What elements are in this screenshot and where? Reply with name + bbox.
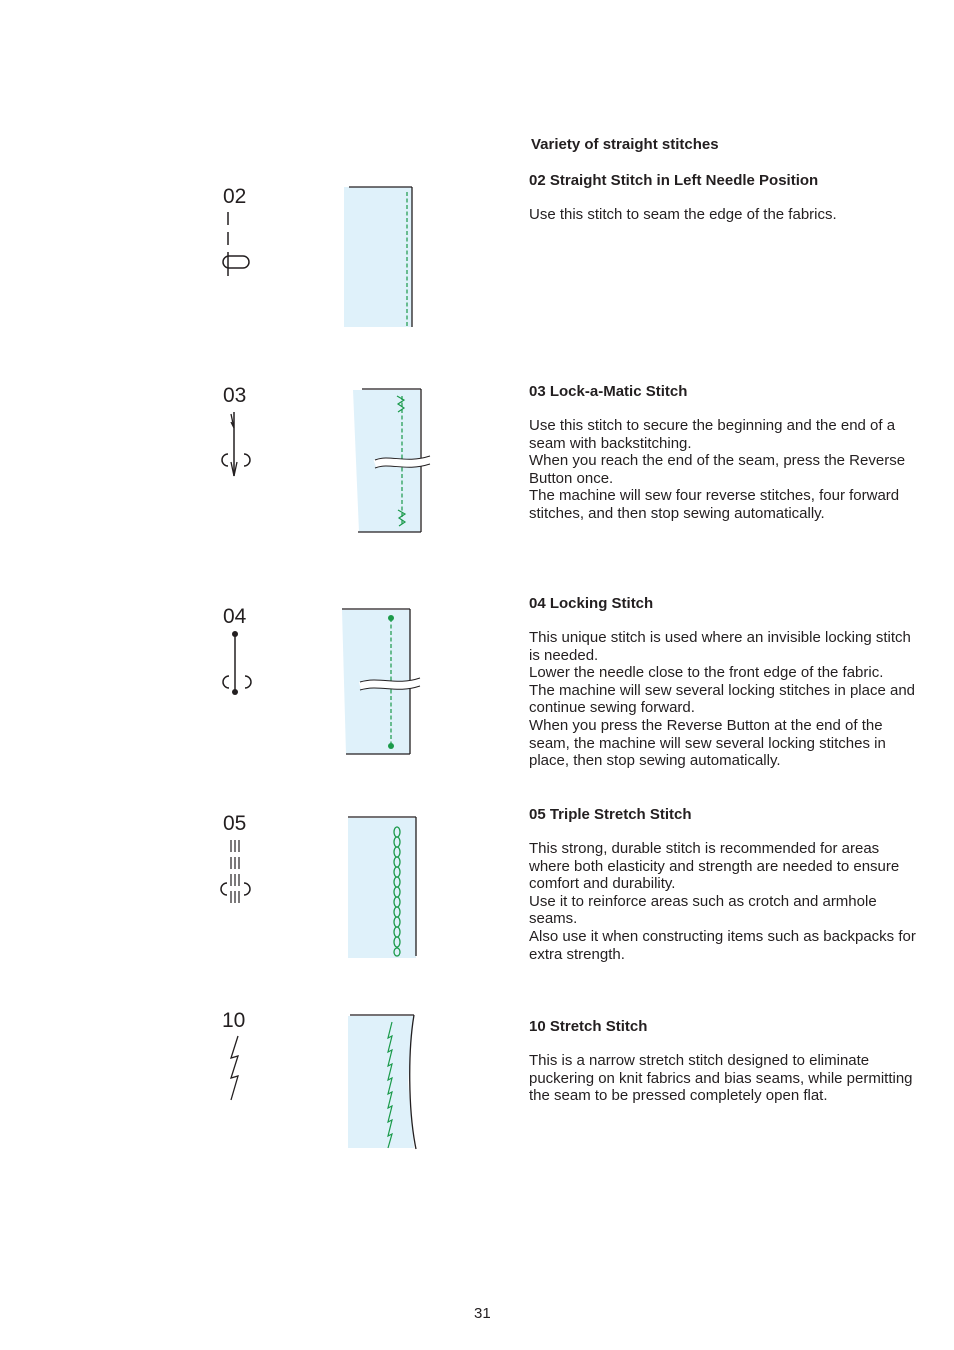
stitch-description: This unique stitch is used where an invisible locking stitch is needed. Lower the needle close to the front edge of the fabric. The machine will sew several locking stitches in place and continue sewing forward. When you press the Reverse Button at the end of the seam, the machine will sew several locking stitches in place, then stop sewing automatically. [529, 629, 916, 770]
lock-a-matic-icon [218, 410, 254, 480]
stitch-number-10: 10 [222, 1009, 246, 1032]
stitch-block-02 [529, 172, 924, 224]
stitch-title: 03 Lock-a-Matic Stitch [529, 383, 688, 400]
stitch-block-05 [529, 806, 924, 963]
stretch-stitch-illustration [344, 1010, 422, 1152]
stitch-number-05: 05 [223, 812, 247, 835]
triple-stretch-icon [218, 838, 254, 908]
stitch-block-03 [529, 383, 924, 523]
triple-stretch-illustration [344, 814, 422, 962]
section-title: Variety of straight stitches [531, 136, 719, 153]
stitch-description: This is a narrow stretch stitch designed to eliminate puckering on knit fabrics and bias seams, while permitting the seam to be pressed completely open flat. [529, 1052, 913, 1105]
stitch-number-02: 02 [223, 185, 247, 208]
stitch-block-04 [529, 595, 924, 770]
locking-stitch-icon [218, 630, 254, 700]
locking-stitch-illustration [338, 606, 424, 758]
stitch-description: This strong, durable stitch is recommended for areas where both elasticity and strength are needed to ensure comfort and durability. Use it to reinforce areas such as crotch and armhole seams. Also use it when constructing items such as backpacks for extra strength. [529, 840, 916, 963]
stitch-block-10 [529, 1018, 924, 1105]
stretch-stitch-icon [222, 1034, 252, 1106]
stitch-number-04: 04 [223, 605, 247, 628]
stitch-number-03: 03 [223, 384, 247, 407]
stitch-description: Use this stitch to secure the beginning and the end of a seam with backstitching. When you reach the end of the seam, press the Reverse Button once. The machine will sew four reverse stitches, four forward stitches, and then stop sewing automatically. [529, 417, 906, 522]
stitch-description: Use this stitch to seam the edge of the fabrics. [529, 206, 837, 223]
page-number: 31 [474, 1305, 491, 1322]
lock-a-matic-illustration [350, 386, 432, 536]
straight-stitch-left-icon [218, 210, 254, 280]
stitch-title: 04 Locking Stitch [529, 595, 654, 612]
straight-stitch-illustration [340, 184, 420, 330]
stitch-title: 02 Straight Stitch in Left Needle Position [529, 172, 819, 189]
stitch-title: 05 Triple Stretch Stitch [529, 806, 692, 823]
stitch-title: 10 Stretch Stitch [529, 1018, 648, 1035]
